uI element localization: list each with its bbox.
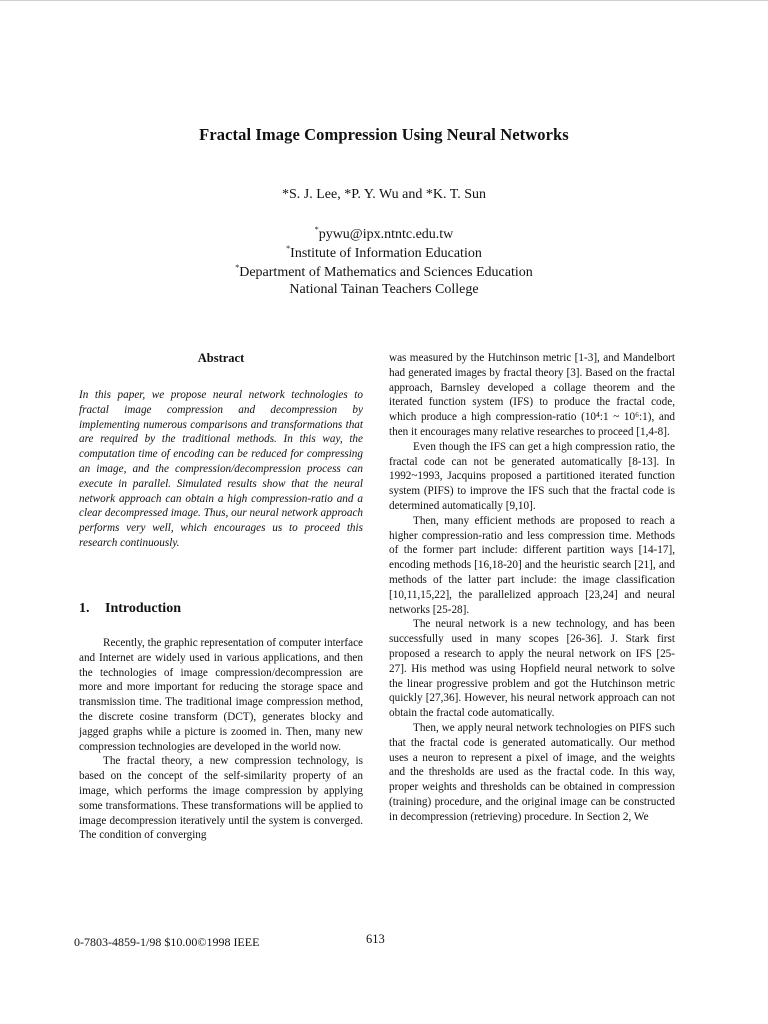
email-line: *pywu@ipx.ntntc.edu.tw [314,225,454,242]
email: pywu@ipx.ntntc.edu.tw [318,227,454,242]
intro-paragraph-1: Recently, the graphic representation of computer interface and Internet are widely used in various applications, and then the technologies of image compression/decompression are more and more important for reducing the storage space and transmission time. The traditional image compression method, the discrete cosine transform (DCT), generates blocky and jagged graphs while a picture is zoomed in. Then, many new compression technologies are developed in the world now. [79,637,363,753]
right-paragraph-1-start: was measured by the Hutchinson metric [1-3], and Mandelbort had generated images by fractal theory [3]. Based on the fractal approach, Barnsley developed a collage theorem and the iterated function system (IFS) to produce the fractal code, which produce a high compression-ratio [389,352,675,424]
right-paragraph-5: Then, we apply neural network technologies on PIFS such that the fractal code is generated automatically. Our method uses a neuron to represent a pixel of image, and the weights and the thresholds are used as the fractal code. In this way, proper weights and thresholds can be obtained in compression (training) procedure, and the original image can be constructed in decompression (retrieving) procedure. In Section 2, We [389,721,675,823]
author-list: *S. J. Lee, *P. Y. Wu and *K. T. Sun [281,187,486,202]
intro-paragraph-2: The fractal theory, a new compression technology, is based on the concept of the self-similarity property of an image, which performs the image compression by applying some transformations. These transformations will be applied to image decompression iteratively until the system is converged. The condition of converging [79,755,363,842]
compression-ratio-formula: (10⁴:1 ~ 10⁶:1) [581,411,652,424]
affiliation-1: Institute of Information Education [290,246,482,261]
college: National Tainan Teachers College [289,282,479,297]
introduction-heading [79,601,181,617]
right-column [389,351,675,825]
right-paragraph-1 [389,351,675,440]
abstract-heading: Abstract [197,351,245,365]
copyright-footer: 0-7803-4859-1/98 $10.00©1998 IEEE [74,935,260,949]
college-line [0,282,768,298]
page-number: 613 [366,932,385,946]
paper-title: Fractal Image Compression Using Neural Networks [199,125,569,144]
right-paragraph-1-end: , and then it encourages many relative researches to proceed [1,4-8]. [389,411,676,438]
right-paragraph-3: Then, many efficient methods are proposed to reach a higher compression-ratio and less compression time. Methods of the former part include: different partition ways [14-17], encoding methods [16,18-20] and the heuristic search [21], and methods of the latter part include: the image classification [10,11,15,22], the parallelized approach [23,24] and neural networks [25-28]. [389,514,675,616]
section-title: Introduction [105,601,181,616]
introduction-body [79,636,363,843]
abstract-text: In this paper, we propose neural network technologies to fractal image compression and decompression by implementing numerous comparisons and transformations that are required by the traditional methods. In this way, the computation time of encoding can be reduced for compressing an image, and the compression/decompression process can execute in parallel. Simulated results show that the neural network approach can obtain a high compression-ratio and a clear decompressed image. Thus, our neural network approach performs very well, which encourages us to proceed this research continuously. [79,389,363,549]
right-paragraph-4: The neural network is a new technology, and has been successfully used in many scopes [26-36]. J. Stark first proposed a research to apply the neural network on IFS [25-27]. His method was using Hopfield neural network to solve the linear progressive problem and got the Hutchinson metric quickly [27,36]. However, his neural network approach can not obtain the fractal code automatically. [389,618,675,720]
affiliation-2: Department of Mathematics and Sciences Education [239,265,533,280]
section-number: 1. [79,601,90,616]
right-paragraph-2: Even though the IFS can get a high compression ratio, the fractal code can not be generated automatically [8-13]. In 1992~1993, Jacquins proposed a partitioned iterated function system (PIFS) to improve the IFS such that the fractal code is determined automatically [9,10]. [389,440,675,512]
affiliation-1-line: *Institute of Information Education [286,244,482,261]
affiliation-2-line: *Department of Mathematics and Sciences Education [235,263,533,280]
